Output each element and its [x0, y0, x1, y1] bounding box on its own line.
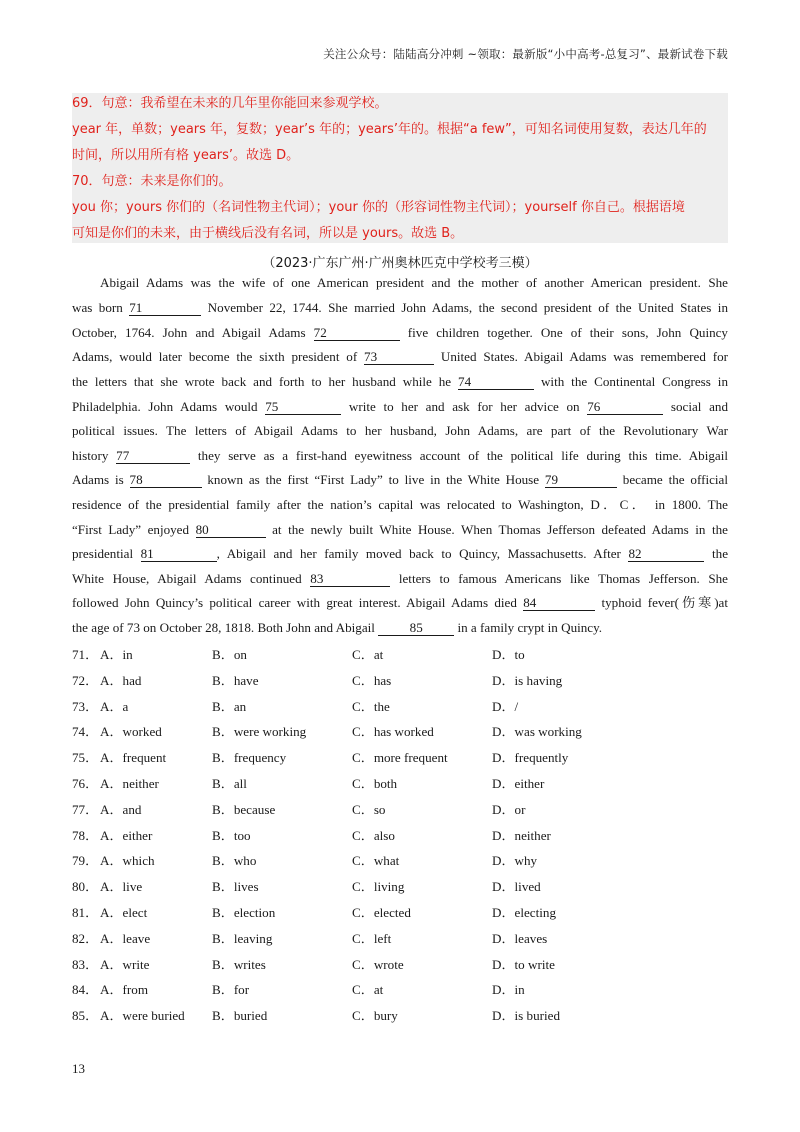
question-number: 72． — [72, 672, 99, 688]
question-row — [72, 696, 728, 716]
option-a[interactable]: A．a — [100, 698, 129, 714]
passage-line: history 77 they serve as a first-hand eyewitness account of the political life during this time. Abigail — [72, 448, 728, 463]
option-b[interactable]: B．frequency — [212, 750, 287, 766]
option-a[interactable]: A．frequent — [100, 750, 167, 766]
option-c[interactable]: C．both — [352, 776, 398, 791]
option-c[interactable]: C．at — [352, 982, 384, 998]
passage-line: Philadelphia. John Adams would 75 write to her and ask for her advice on 76 social and — [72, 399, 728, 414]
option-d[interactable]: D．is having — [492, 672, 563, 688]
option-d[interactable]: D．in — [492, 982, 525, 998]
blank-71[interactable]: 71 — [129, 301, 201, 316]
option-b[interactable]: B．all — [212, 776, 247, 791]
option-c[interactable]: C．wrote — [352, 956, 404, 972]
option-d[interactable]: D．why — [492, 853, 538, 869]
answer-line: you 你；yours 你们的（名词性物主代词）；your 你的（形容词性物主代词）；yourself 你自己。根据语境 — [72, 200, 685, 215]
option-d[interactable]: D．to — [492, 647, 525, 662]
blank-83[interactable]: 83 — [310, 572, 390, 587]
option-a[interactable]: A．neither — [100, 776, 159, 791]
blank-74[interactable]: 74 — [458, 375, 534, 390]
option-d[interactable]: D．was working — [492, 724, 582, 740]
option-c[interactable]: C．has — [352, 672, 392, 688]
passage-line: the letters that she wrote back and forth to her husband while he 74 with the Continental Congress in — [72, 374, 728, 389]
option-c[interactable]: C．at — [352, 647, 384, 662]
question-row — [72, 954, 728, 974]
option-a[interactable]: A．either — [100, 827, 153, 843]
option-b[interactable]: B．were working — [212, 724, 307, 740]
option-b[interactable]: B．too — [212, 827, 251, 843]
question-row — [72, 773, 728, 793]
question-number: 80． — [72, 879, 99, 895]
option-b[interactable]: B．lives — [212, 879, 259, 895]
answer-explanation-box — [72, 93, 728, 243]
question-number: 71． — [72, 647, 99, 662]
option-a[interactable]: A．elect — [100, 905, 148, 920]
blank-78[interactable]: 78 — [130, 473, 202, 488]
question-row — [72, 721, 728, 741]
question-number: 84． — [72, 982, 99, 998]
question-row — [72, 644, 728, 664]
passage-line: was born 71 November 22, 1744. She married John Adams, the second president of the United States in — [72, 300, 728, 315]
option-d[interactable]: D．neither — [492, 827, 551, 843]
question-row — [72, 979, 728, 999]
option-a[interactable]: A．in — [100, 647, 133, 662]
option-d[interactable]: D．lived — [492, 879, 541, 895]
answer-line: year 年，单数；years 年，复数；year’s 年的；years’年的。根据“a few”，可知名词使用复数，表达几年的 — [72, 122, 707, 137]
option-a[interactable]: A．were buried — [100, 1008, 185, 1024]
exam-source: （2023·广东广州·广州奥林匹克中学校考三模） — [262, 256, 538, 271]
option-a[interactable]: A．and — [100, 801, 142, 817]
option-a[interactable]: A．worked — [100, 724, 162, 740]
passage-line: the age of 73 on October 28, 1818. Both John and Abigail 85 in a family crypt in Quincy. — [72, 620, 603, 635]
blank-73[interactable]: 73 — [364, 350, 434, 365]
blank-79[interactable]: 79 — [545, 473, 617, 488]
page-number: 13 — [72, 1061, 85, 1076]
passage-line: Adams, would later become the sixth president of 73 United States. Abigail Adams was remembered for — [72, 349, 728, 364]
option-d[interactable]: D．/ — [492, 698, 519, 714]
option-a[interactable]: A．had — [100, 672, 142, 688]
option-a[interactable]: A．write — [100, 956, 150, 972]
question-row — [72, 876, 728, 896]
option-b[interactable]: B．because — [212, 801, 276, 817]
option-d[interactable]: D．or — [492, 801, 526, 817]
option-a[interactable]: A．from — [100, 982, 149, 998]
passage-line: “First Lady” enjoyed 80 at the newly built White House. When Thomas Jefferson defeated Adams in the — [72, 522, 728, 537]
blank-72[interactable]: 72 — [314, 326, 400, 341]
question-number: 85． — [72, 1008, 99, 1024]
passage-line: Adams is 78 known as the first “First Lady” to live in the White House 79 became the official — [72, 472, 729, 487]
option-d[interactable]: D．is buried — [492, 1008, 561, 1024]
option-b[interactable]: B．leaving — [212, 930, 273, 946]
option-b[interactable]: B．an — [212, 698, 247, 714]
option-c[interactable]: C．the — [352, 698, 390, 714]
question-number: 76． — [72, 776, 99, 791]
answer-line: 时间，所以用所有格 years’。故选 D。 — [72, 148, 300, 163]
question-number: 79． — [72, 853, 99, 869]
option-c[interactable]: C．more frequent — [352, 750, 448, 766]
option-d[interactable]: D．to write — [492, 956, 555, 972]
blank-76[interactable]: 76 — [587, 400, 663, 415]
answer-line: 70．句意：未来是你们的。 — [72, 174, 232, 189]
option-d[interactable]: D．electing — [492, 905, 556, 920]
blank-85[interactable]: 85 — [378, 621, 454, 636]
question-number: 81． — [72, 905, 99, 920]
question-row — [72, 799, 728, 819]
answer-line: 可知是你们的未来，由于横线后没有名词，所以是 yours。故选 B。 — [72, 226, 464, 241]
blank-77[interactable]: 77 — [116, 449, 190, 464]
option-d[interactable]: D．leaves — [492, 930, 548, 946]
blank-80[interactable]: 80 — [196, 523, 266, 538]
question-number: 77． — [72, 801, 99, 817]
passage-line: political issues. The letters of Abigail Adams to her husband, John Adams, are part of the Revolutionary War — [72, 423, 728, 438]
option-b[interactable]: B．on — [212, 647, 247, 662]
option-a[interactable]: A．live — [100, 879, 143, 895]
passage-line: October, 1764. John and Abigail Adams 72 five children together. One of their sons, John Quincy — [72, 325, 728, 340]
option-c[interactable]: C．left — [352, 930, 392, 946]
question-row — [72, 825, 728, 845]
option-c[interactable]: C．so — [352, 801, 386, 817]
question-number: 78． — [72, 827, 99, 843]
question-number: 75． — [72, 750, 99, 766]
question-row — [72, 850, 728, 870]
passage-line: residence of the presidential family after the nation’s capital was relocated to Washington, D．C． in 1800. The — [72, 497, 728, 512]
question-number: 82． — [72, 930, 99, 946]
blank-81[interactable]: 81 — [141, 547, 217, 562]
option-c[interactable]: C．bury — [352, 1008, 398, 1024]
option-d[interactable]: D．either — [492, 776, 545, 791]
option-b[interactable]: B．writes — [212, 956, 266, 972]
option-c[interactable]: C．elected — [352, 905, 411, 920]
passage-line: White House, Abigail Adams continued 83 letters to famous Americans like Thomas Jefferson. She — [72, 571, 728, 586]
page-header: 关注公众号：陆陆高分冲刺 ~领取：最新版“小中高考-总复习”、最新试卷下载 — [323, 47, 728, 61]
option-c[interactable]: C．also — [352, 827, 395, 843]
answer-line: 69．句意：我希望在未来的几年里你能回来参观学校。 — [72, 96, 388, 111]
option-c[interactable]: C．living — [352, 879, 405, 895]
question-row — [72, 928, 728, 948]
passage-line: Abigail Adams was the wife of one American president and the mother of another American president. She — [100, 275, 728, 290]
option-b[interactable]: B．election — [212, 905, 276, 920]
blank-75[interactable]: 75 — [265, 400, 341, 415]
passage-line: followed John Quincy’s political career with great interest. Abigail Adams died 84 typhoid fever(伤寒)at — [72, 595, 728, 610]
question-row — [72, 670, 728, 690]
option-b[interactable]: B．who — [212, 853, 257, 869]
option-b[interactable]: B．buried — [212, 1008, 268, 1024]
option-c[interactable]: C．has worked — [352, 724, 434, 740]
question-row — [72, 902, 728, 922]
blank-84[interactable]: 84 — [523, 596, 595, 611]
option-d[interactable]: D．frequently — [492, 750, 569, 766]
option-b[interactable]: B．have — [212, 672, 259, 688]
option-c[interactable]: C．what — [352, 853, 400, 869]
question-number: 74． — [72, 724, 99, 740]
passage-line: presidential 81 , Abigail and her family moved back to Quincy, Massachusetts. After 82 the — [72, 546, 728, 561]
option-a[interactable]: A．leave — [100, 930, 151, 946]
blank-82[interactable]: 82 — [628, 547, 704, 562]
question-number: 83． — [72, 956, 99, 972]
question-row — [72, 747, 728, 767]
question-number: 73． — [72, 698, 99, 714]
question-row — [72, 1005, 728, 1025]
option-a[interactable]: A．which — [100, 853, 155, 869]
option-b[interactable]: B．for — [212, 982, 250, 998]
